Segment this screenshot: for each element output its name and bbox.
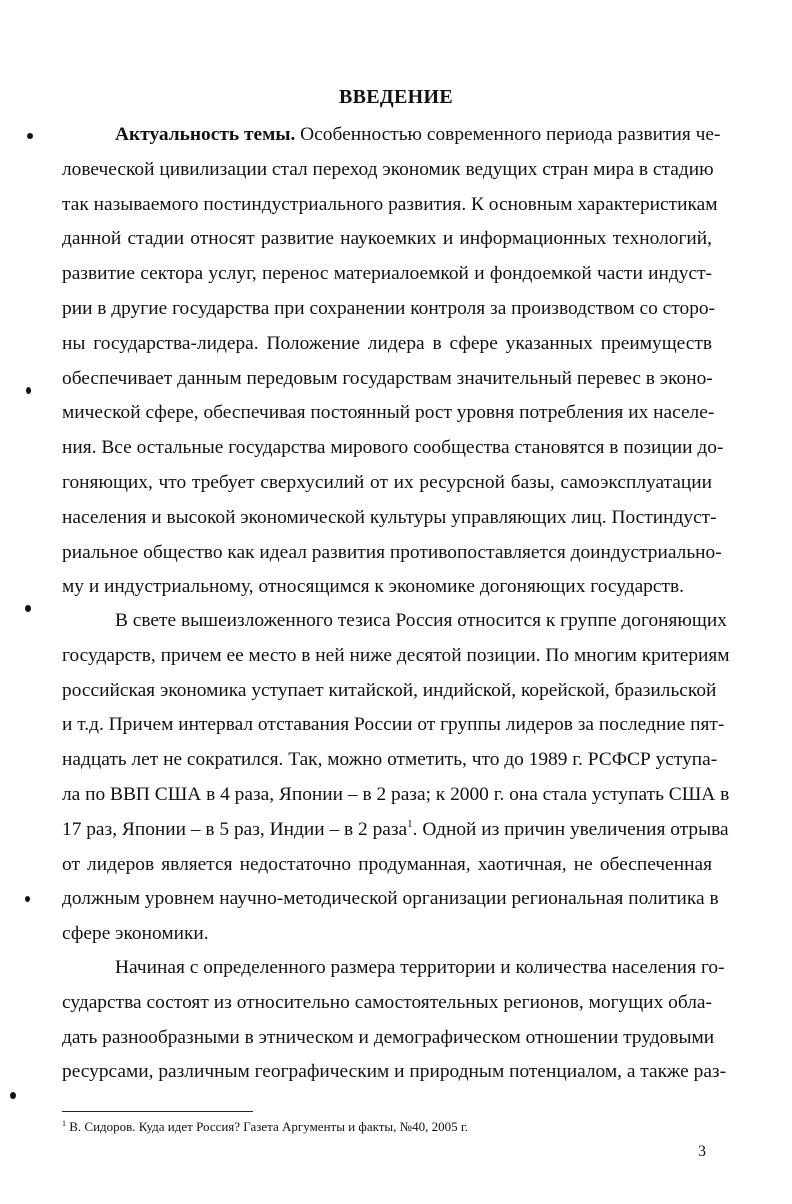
scan-mark-icon [25,605,31,612]
paragraph-regions [62,951,727,1090]
footnote-text: В. Сидоров. Куда идет Россия? Газета Аргументы и факты, №40, 2005 г. [69,1119,468,1134]
paragraph-line: сударства состоят из относительно самостоятельных регионов, могущих обла- [62,991,712,1013]
paragraph-line: риальное общество как идеал развития противопоставляется доиндустриально- [62,541,722,563]
paragraph-line: обеспечивает данным передовым государствам значительный перевес в эконо- [62,367,713,389]
paragraph-line: развитие сектора услуг, перенос материалоемкой и фондоемкой части индуст- [62,263,712,285]
scan-mark-icon [25,896,30,902]
footnote-separator [62,1111,253,1112]
paragraph-relevance [62,118,724,605]
paragraph-line: ла по ВВП США в 4 раза, Японии – в 2 раза; к 2000 г. она стала уступать США в [62,783,730,805]
paragraph-line: Актуальность темы. Особенностью современного периода развития че- [115,124,721,145]
lead-in-bold: Актуальность темы. [115,124,296,145]
paragraph-line: и т.д. Причем интервал отставания России от группы лидеров за последние пят- [62,714,725,736]
paragraph-line: сфере экономики. [62,923,209,945]
paragraph-line: ны государства-лидера. Положение лидера в сфере указанных преимуществ [62,332,712,354]
scan-mark-icon [26,387,31,394]
paragraph-line: рии в другие государства при сохранении контроля за производством со сторо- [62,297,716,319]
scan-mark-icon [27,133,33,139]
paragraph-line: надцать лет не сократился. Так, можно отметить, что до 1989 г. РСФСР уступа- [62,749,718,771]
paragraph-line: данной стадии относят развитие наукоемких и информационных технологий, [62,228,712,250]
paragraph-line: 17 раз, Японии – в 5 раз, Индии – в 2 раза$^1$. Одной из причин увеличения отрыва [62,817,729,840]
section-heading: ВВЕДЕНИЕ [339,86,453,108]
paragraph-line: мической сфере, обеспечивая постоянный рост уровня потребления их населе- [62,402,715,424]
paragraph-line: так называемого постиндустриального развития. К основным характеристикам [62,193,718,215]
footnote [62,1119,468,1135]
paragraph-line: В свете вышеизложенного тезиса Россия относится к группе догоняющих [115,610,727,631]
paragraph-line: от лидеров является недостаточно продуманная, хаотичная, не обеспеченная [62,853,712,875]
paragraph-line: ресурсами, различным географическим и природным потенциалом, а также раз- [62,1061,727,1083]
scan-mark-icon [10,1092,16,1099]
paragraph-line: Начиная с определенного размера территории и количества населения го- [115,957,725,978]
footnote-marker: 1 [62,1119,66,1128]
paragraph-russia [62,604,730,952]
paragraph-line: населения и высокой экономической культуры управляющих лиц. Постиндуст- [62,506,717,528]
footnote-reference: 1 [407,817,413,830]
page-number: 3 [698,1143,706,1160]
paragraph-line: му и индустриальному, относящимся к экономике догоняющих государств. [62,576,684,598]
paragraph-line: ловеческой цивилизации стал переход экономик ведущих стран мира в стадию [62,158,714,180]
paragraph-line: должным уровнем научно-методической организации региональная политика в [62,888,719,910]
paragraph-line: гоняющих, что требует сверхусилий от их ресурсной базы, самоэксплуатации [62,471,712,493]
paragraph-line: российская экономика уступает китайской, индийской, корейской, бразильской [62,679,717,701]
paragraph-line: дать разнообразными в этническом и демографическом отношении трудовыми [62,1026,715,1048]
paragraph-line: ния. Все остальные государства мирового сообщества становятся в позиции до- [62,437,724,459]
paragraph-line: государств, причем ее место в ней ниже десятой позиции. По многим критериям [62,644,730,666]
